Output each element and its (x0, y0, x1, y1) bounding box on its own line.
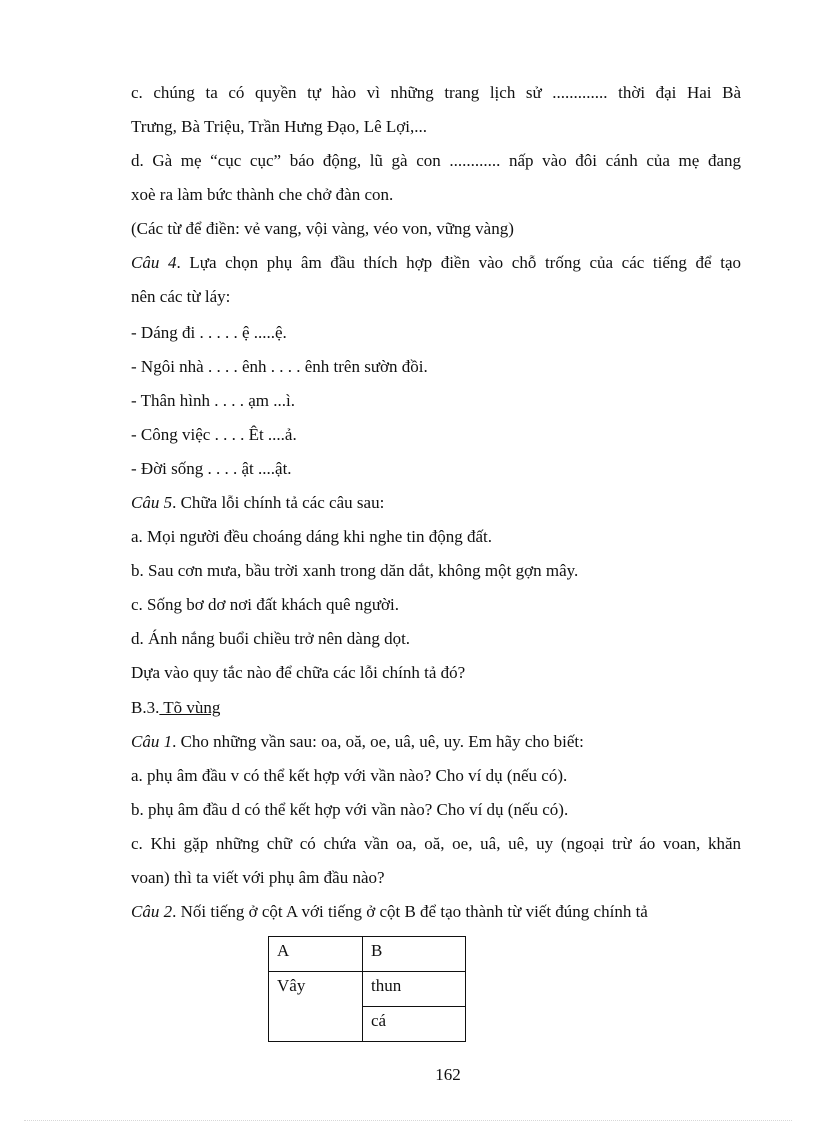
column-a-header: A (269, 937, 363, 972)
list-item: a. phụ âm đầu v có thể kết hợp với vần nào? Cho ví dụ (nếu có). (131, 766, 568, 785)
text-line: nên các từ láy: (131, 287, 231, 306)
list-item: - Công việc . . . . Êt ....ả. (131, 425, 297, 444)
question-1 (131, 731, 584, 753)
list-item: b. phụ âm đầu d có thể kết hợp với vần nào? Cho ví dụ (nếu có). (131, 800, 569, 819)
question-text: . Cho những vần sau: oa, oă, oe, uâ, uê, uy. Em hãy cho biết: (172, 732, 584, 751)
question-label: Câu 2 (131, 902, 173, 921)
section-number: B.3. (131, 698, 160, 717)
text-line: xoè ra làm bức thành che chở đàn con. (131, 185, 394, 204)
table-cell-b: thun (363, 972, 466, 1007)
list-item: - Đời sống . . . . ật ....ật. (131, 459, 292, 478)
text-line: c. chúng ta có quyền tự hào vì những trang lịch sử ............. thời đại Hai Bà (131, 83, 741, 102)
question-label: Câu 4 (131, 253, 177, 272)
text-line: (Các từ để điền: vẻ vang, vội vàng, véo von, vững vàng) (131, 219, 514, 238)
page-number: 162 (435, 1065, 461, 1084)
question-label: Câu 5 (131, 493, 173, 512)
question-5 (131, 492, 384, 514)
list-item: c. Khi gặp những chữ có chứa vần oa, oă, oe, uâ, uê, uy (ngoại trừ áo voan, khăn (131, 834, 741, 853)
question-text: . Chữa lỗi chính tả các câu sau: (172, 493, 385, 512)
question-2 (131, 901, 648, 923)
list-item: a. Mọi người đều choáng dáng khi nghe tin động đất. (131, 527, 492, 546)
text-line: Trưng, Bà Triệu, Trần Hưng Đạo, Lê Lợi,... (131, 117, 427, 136)
list-item: - Dáng đi . . . . . ệ .....ệ. (131, 323, 287, 342)
list-item: - Thân hình . . . . ạm ...ì. (131, 391, 295, 410)
list-item: d. Ánh nắng buổi chiều trở nên dàng dọt. (131, 629, 411, 648)
page-bottom-divider (24, 1120, 792, 1121)
matching-table (268, 936, 466, 1042)
question-4 (131, 252, 741, 274)
question-text: . Nối tiếng ở cột A với tiếng ở cột B để tạo thành từ viết đúng chính tả (172, 902, 648, 921)
table-cell-b: cá (363, 1007, 466, 1042)
list-item: b. Sau cơn mưa, bầu trời xanh trong dăn dắt, không một gợn mây. (131, 561, 579, 580)
table-cell-a: Vây (269, 972, 363, 1042)
text-line: Dựa vào quy tắc nào để chữa các lỗi chính tả đó? (131, 663, 466, 682)
section-heading (131, 697, 220, 719)
text-line: d. Gà mẹ “cục cục” báo động, lũ gà con ............ nấp vào đôi cánh của mẹ đang (131, 151, 741, 170)
column-b-header: B (363, 937, 466, 972)
text-line: voan) thì ta viết với phụ âm đầu nào? (131, 868, 385, 887)
list-item: c. Sống bơ dơ nơi đất khách quê người. (131, 595, 400, 614)
question-label: Câu 1 (131, 732, 173, 751)
table-row (269, 972, 466, 1007)
section-title: Tõ vùng (159, 698, 221, 717)
table-header-row (269, 937, 466, 972)
question-text: . Lựa chọn phụ âm đầu thích hợp điền vào chỗ trống của các tiếng để tạo (176, 253, 741, 272)
list-item: - Ngôi nhà . . . . ênh . . . . ênh trên sườn đồi. (131, 357, 428, 376)
